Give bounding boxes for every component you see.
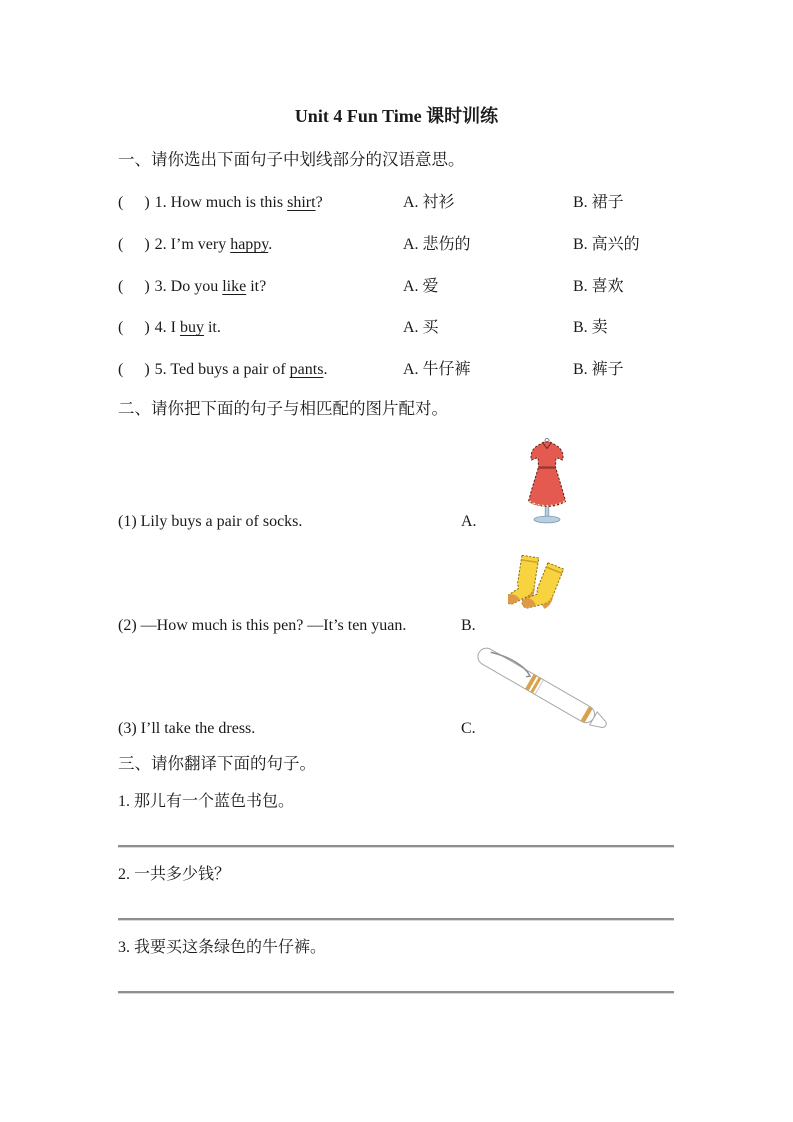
question-2-tail: . — [268, 236, 273, 253]
socks-icon — [508, 549, 586, 633]
answer-line-1[interactable] — [118, 845, 674, 848]
question-5-text: 5. Ted buys a pair of — [150, 361, 290, 378]
question-4-tail: it. — [203, 319, 221, 336]
question-1-text: 1. How much is this — [150, 194, 288, 211]
question-1-underlined-word: shirt — [287, 194, 316, 211]
match-sentence-3: (3) I’ll take the dress. — [118, 720, 256, 737]
answer-line-2[interactable] — [118, 918, 674, 921]
question-2 — [118, 234, 272, 256]
question-2-text: 2. I’m very — [150, 236, 231, 253]
question-3 — [118, 276, 266, 298]
question-2-option-b: B. 高兴的 — [573, 236, 640, 253]
question-5-underlined-word: pants — [289, 361, 324, 378]
question-1-tail: ? — [315, 194, 323, 211]
question-1-option-a: A. 衬衫 — [403, 194, 455, 211]
question-2-underlined-word: happy — [230, 236, 269, 253]
answer-bracket-5[interactable]: ( ) — [118, 361, 151, 378]
page-title: Unit 4 Fun Time 课时训练 — [294, 106, 499, 126]
translate-sentence-1: 1. 那儿有一个蓝色书包。 — [118, 793, 295, 810]
match-letter-a: A. — [461, 513, 477, 530]
answer-bracket-2[interactable]: ( ) — [118, 236, 151, 253]
translate-sentence-2: 2. 一共多少钱？ — [118, 866, 231, 883]
question-3-option-b: B. 喜欢 — [573, 278, 624, 295]
match-letter-c: C. — [461, 720, 476, 737]
match-sentence-2: (2) —How much is this pen? —It’s ten yuan. — [118, 617, 407, 634]
question-4-text: 4. I — [150, 319, 180, 336]
answer-bracket-3[interactable]: ( ) — [118, 278, 151, 295]
section2-heading: 二、请你把下面的句子与相匹配的图片配对。 — [118, 399, 448, 418]
question-1-option-b: B. 裙子 — [573, 194, 624, 211]
answer-bracket-4[interactable]: ( ) — [118, 319, 151, 336]
question-5 — [118, 359, 327, 381]
question-3-option-a: A. 爱 — [403, 278, 439, 295]
question-2-option-a: A. 悲伤的 — [403, 236, 471, 253]
question-5-option-a: A. 牛仔裤 — [403, 361, 471, 378]
question-4 — [118, 317, 221, 339]
answer-line-3[interactable] — [118, 991, 674, 994]
section1-heading: 一、请你选出下面句子中划线部分的汉语意思。 — [118, 150, 465, 169]
question-3-tail: it? — [246, 278, 267, 295]
question-4-option-a: A. 买 — [403, 319, 439, 336]
question-5-tail: . — [323, 361, 328, 378]
match-sentence-1: (1) Lily buys a pair of socks. — [118, 513, 303, 530]
question-5-option-b: B. 裤子 — [573, 361, 624, 378]
dress-icon — [512, 437, 582, 525]
pen-icon — [474, 641, 632, 741]
question-4-option-b: B. 卖 — [573, 319, 608, 336]
match-letter-b: B. — [461, 617, 476, 634]
question-3-underlined-word: like — [222, 278, 247, 295]
translate-sentence-3: 3. 我要买这条绿色的牛仔裤。 — [118, 939, 327, 956]
section3-heading: 三、请你翻译下面的句子。 — [118, 754, 316, 773]
question-1 — [118, 192, 323, 214]
question-4-underlined-word: buy — [179, 319, 204, 336]
answer-bracket-1[interactable]: ( ) — [118, 194, 151, 211]
question-3-text: 3. Do you — [150, 278, 223, 295]
